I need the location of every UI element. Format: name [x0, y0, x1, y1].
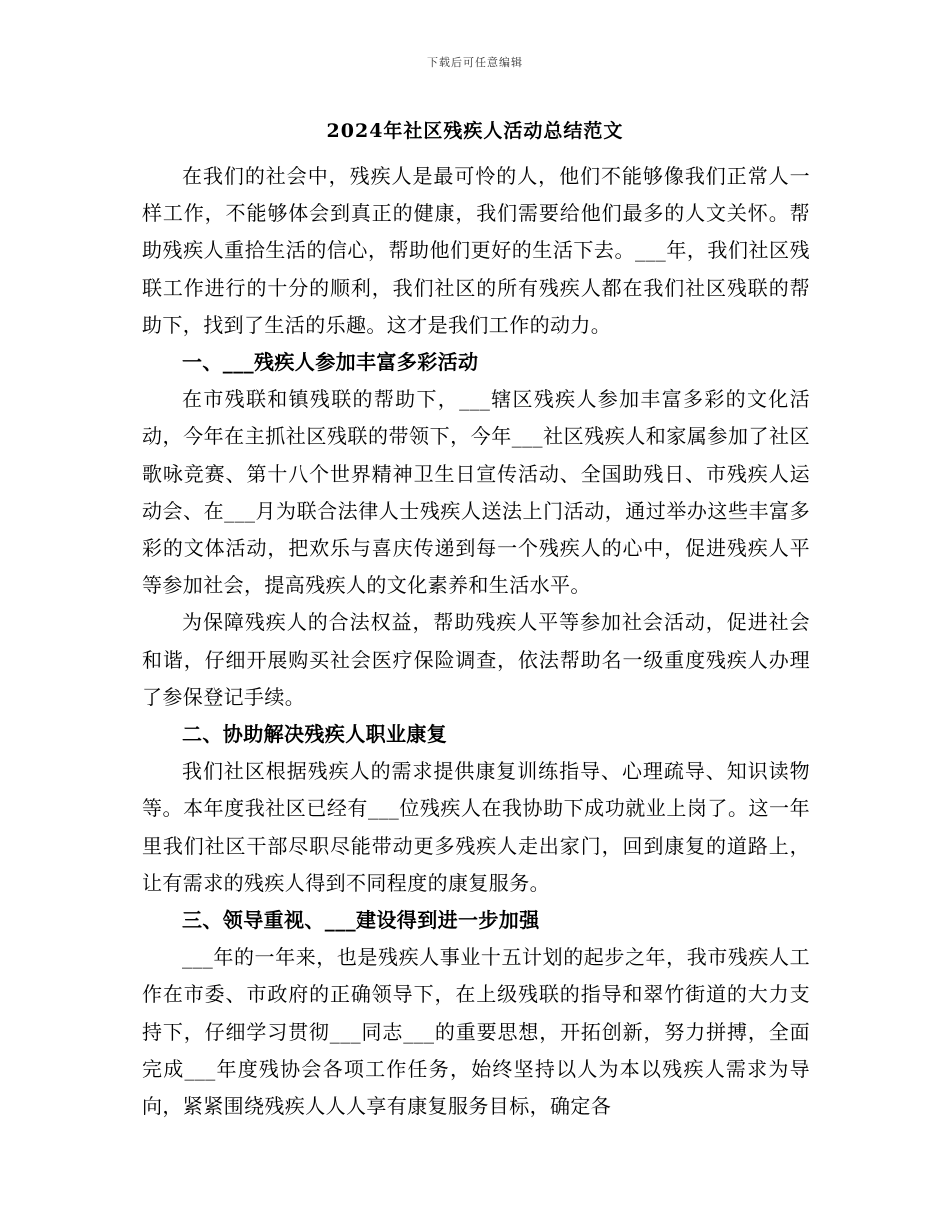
- section-1-paragraph-1: 在市残联和镇残联的帮助下，___辖区残疾人参加丰富多彩的文化活动，今年在主抓社区残联的带领下，今年___社区残疾人和家属参加了社区歌咏竞赛、第十八个世界精神卫生日宣传活动、全国助残日、市残疾人运动会、在___月为联合法律人士残疾人送法上门活动，通过举办这些丰富多彩的文体活动，把欢乐与喜庆传递到每一个残疾人的心中，促进残疾人平等参加社会，提高残疾人的文化素养和生活水平。: [142, 387, 810, 598]
- document-body: [142, 158, 810, 1125]
- document-title: 2024年社区残疾人活动总结范文: [326, 120, 624, 142]
- section-1-paragraph-2: 为保障残疾人的合法权益，帮助残疾人平等参加社会活动，促进社会和谐，仔细开展购买社会医疗保险调查，依法帮助名一级重度残疾人办理了参保登记手续。: [142, 610, 810, 709]
- section-heading-1: 一、___残疾人参加丰富多彩活动: [182, 350, 479, 375]
- section-3-paragraph: ___年的一年来，也是残疾人事业十五计划的起步之年，我市残疾人工作在市委、市政府的正确领导下，在上级残联的指导和翠竹街道的大力支持下，仔细学习贯彻___同志___的重要思想，开拓创新，努力拼搏，全面完成___年度残协会各项工作任务，始终坚持以人为本以残疾人需求为导向，紧紧围绕残疾人人人享有康复服务目标，确定各: [142, 945, 810, 1119]
- section-heading-2: 二、协助解决残疾人职业康复: [182, 722, 448, 747]
- header-note: 下载后可任意编辑: [427, 56, 523, 69]
- section-heading-3: 三、领导重视、___建设得到进一步加强: [182, 908, 540, 933]
- intro-paragraph: 在我们的社会中，残疾人是最可怜的人，他们不能够像我们正常人一样工作，不能够体会到真正的健康，我们需要给他们最多的人文关怀。帮助残疾人重拾生活的信心，帮助他们更好的生活下去。___年，我们社区残联工作进行的十分的顺利，我们社区的所有残疾人都在我们社区残联的帮助下，找到了生活的乐趣。这才是我们工作的动力。: [142, 164, 810, 337]
- section-2-paragraph: 我们社区根据残疾人的需求提供康复训练指导、心理疏导、知识读物等。本年度我社区已经有___位残疾人在我协助下成功就业上岗了。这一年里我们社区干部尽职尽能带动更多残疾人走出家门，回到康复的道路上，让有需求的残疾人得到不同程度的康复服务。: [142, 759, 810, 895]
